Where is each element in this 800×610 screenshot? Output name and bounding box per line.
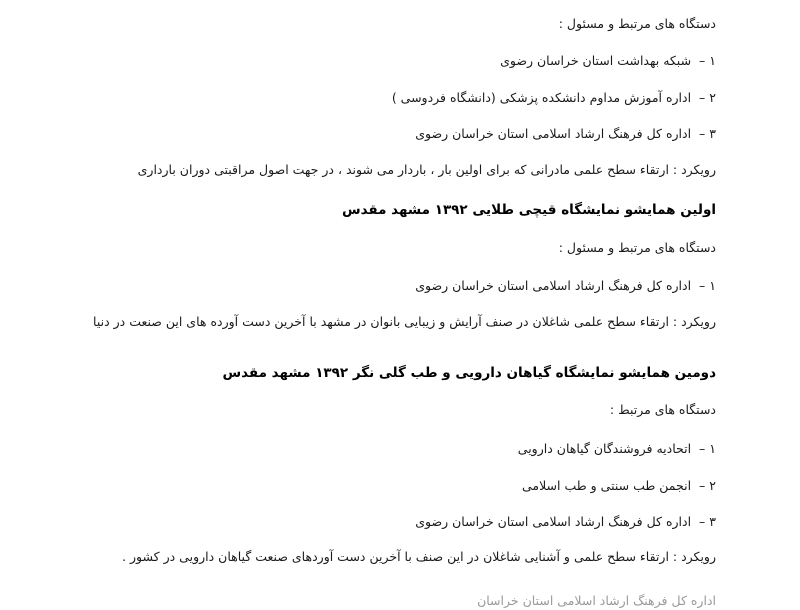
list-item-text: انجمن طب سنتی و طب اسلامی: [521, 478, 692, 493]
list-item: [415, 277, 716, 295]
related-agencies-label: دستگاه های مرتبط و مسئول :: [558, 240, 716, 255]
section-title: دومین همایشو نمایشگاه گیاهان دارویی و طب گلی نگر ۱۳۹۲ مشهد مقدس: [222, 365, 716, 381]
list-item-number: ١ –: [699, 278, 716, 293]
list-item-text: اداره کل فرهنگ ارشاد اسلامی استان خراسان رضوی: [415, 126, 692, 141]
outcome-text: رویکرد : ارتقاء سطح علمی شاغلان در صنف آرایش و زیبایی بانوان در مشهد با آخرین دست آورده های این صنعت در دنیا: [93, 314, 716, 329]
list-item-text: اداره کل فرهنگ ارشاد اسلامی استان خراسان رضوی: [415, 514, 692, 529]
related-agencies-label: دستگاه های مرتبط و مسئول :: [558, 16, 716, 31]
list-item-number: ٣ –: [699, 514, 716, 529]
related-agencies-label: دستگاه های مرتبط :: [609, 402, 716, 417]
cut-off-text: اداره کل فرهنگ ارشاد اسلامی استان خراسان: [477, 593, 716, 608]
list-item-text: اداره کل فرهنگ ارشاد اسلامی استان خراسان رضوی: [415, 278, 692, 293]
list-item-number: ٢ –: [699, 478, 716, 493]
list-item-text: اتحادیه فروشندگان گیاهان دارویی: [517, 441, 692, 456]
outcome-text: رویکرد : ارتقاء سطح علمی و آشنایی شاغلان در این صنف با آخرین دست آوردهای صنعت گیاهان دارویی در کشور .: [122, 549, 716, 564]
list-item: [500, 52, 716, 70]
list-item-text: شبکه بهداشت استان خراسان رضوی: [500, 53, 692, 68]
list-item: [392, 89, 716, 107]
list-item-text: اداره آموزش مداوم دانشکده پزشکی (دانشگاه فردوسی ): [391, 90, 692, 105]
outcome-text: رویکرد : ارتقاء سطح علمی مادرانی که برای اولین بار ، باردار می شوند ، در جهت اصول مراقبتی دوران بارداری: [137, 162, 716, 177]
list-item-number: ١ –: [699, 441, 716, 456]
list-item: [415, 125, 716, 143]
list-item: [518, 440, 716, 458]
list-item-number: ٣ –: [699, 126, 716, 141]
list-item: [415, 513, 716, 531]
list-item: [522, 477, 716, 495]
list-item-number: ١ –: [699, 53, 716, 68]
list-item-number: ٢ –: [699, 90, 716, 105]
cut-off-line: [256, 592, 716, 608]
section-title: اولین همایشو نمایشگاه قیچی طلایی ۱۳۹۲ مشهد مقدس: [341, 202, 716, 218]
